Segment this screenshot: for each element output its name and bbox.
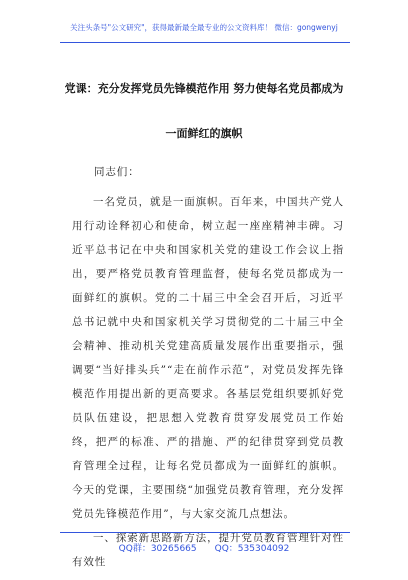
document-title-line-2: 一面鲜红的旗帜 xyxy=(165,127,243,140)
document-body xyxy=(72,158,344,574)
footer-divider xyxy=(60,532,350,533)
header-divider xyxy=(60,42,350,43)
footer xyxy=(0,541,408,554)
header-banner: 关注头条号"公文研究"，获得最新最全最专业的公文资料库！ 微信：gongwenyj xyxy=(70,23,338,32)
footer-qq: QQ：535304092 xyxy=(214,544,290,554)
salutation: 同志们： xyxy=(94,166,140,178)
paragraph-1: 一名党员，就是一面旗帜。百年来，中国共产党人用行动诠释初心和使命，树立起一座座精神丰碑。习近平总书记在中央和国家机关党的建设工作会议上指出，要严格党员教育管理监督，使每名党员都成为一面鲜红的旗帜。党的二十届三中全会召开后，习近平总书记就中央和国家机关学习贯彻党的二十届三中全会精神、推动机关党建高质量发展作出重要指示，强调要“当好排头兵”“走在前作示范”，对党员发挥先锋模范作用提出新的更高要求。各基层党组织要抓好党员队伍建设，把思想入党教育贯穿发展党员工作始终，把严的标准、严的措施、严的纪律贯穿到党员教育管理全过程，让每名党员都成为一面鲜红的旗帜。今天的党课，主要围绕“加强党员教育管理，充分发挥党员先锋模范作用”，与大家交流几点想法。 xyxy=(72,196,344,520)
footer-qq-group: QQ群：30265665 xyxy=(118,544,197,554)
paragraph-2: 一、探索新思路新方法，提升党员教育管理针对性有效性 xyxy=(72,532,344,568)
document-title-line-1: 党课：充分发挥党员先锋模范作用 努力使每名党员都成为 xyxy=(64,82,344,95)
